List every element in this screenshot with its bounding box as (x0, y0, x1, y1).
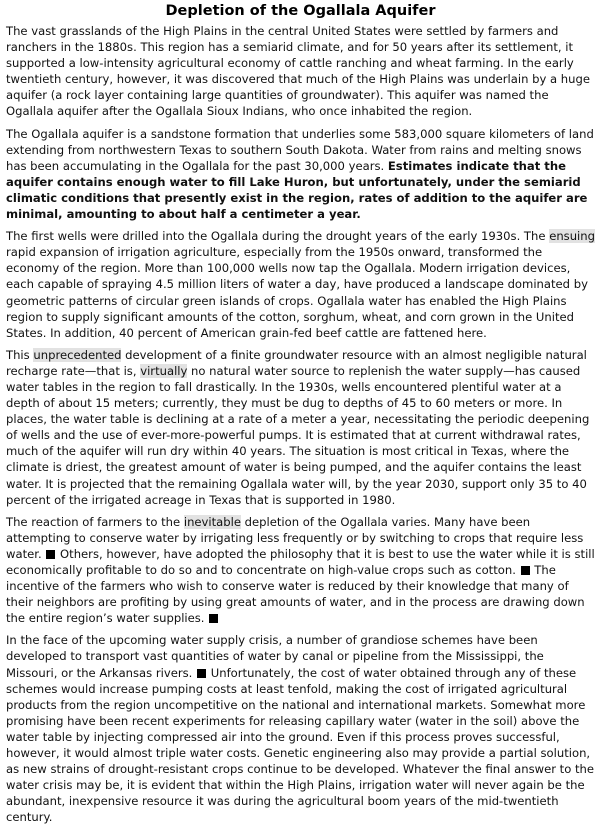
vocab-word-ensuing[interactable]: ensuing (549, 229, 595, 244)
insert-square-2[interactable] (521, 566, 530, 575)
paragraph-5-text-b: depletion of the Ogallala varies. Many have been attempting to conserve water by irrigating less frequently or by switching to crops that require less water. (6, 514, 584, 561)
vocab-word-inevitable[interactable]: inevitable (183, 514, 241, 529)
paragraph-5-text-a: The reaction of farmers to the (6, 514, 184, 529)
paragraph-6-text-a: In the face of the upcoming water supply crisis, a number of grandiose schemes have been developed to transport vast quantities of water by canal or pipeline from the Mississippi, the Missouri, or the Arkansas rivers. (6, 633, 544, 680)
vocab-word-virtually[interactable]: virtually (140, 363, 188, 378)
insert-square-4[interactable] (197, 669, 206, 678)
paragraph-3-text-b: rapid expansion of irrigation agriculture, especially from the 1950s onward, transformed the economy of the region. More than 100,000 wells now tap the Ogallala. Modern irrigation devices, each capable of spraying 4.5 million liters of water a day, have produced a landscape dominated by geometric patterns of circular green islands of crops. Ogallala water has enabled the High Plains region to supply significant amounts of the cotton, sorghum, wheat, and corn grown in the United States. In addition, 40 percent of American grain-fed beef cattle are fattened here. (6, 245, 588, 340)
passage-title: Depletion of the Ogallala Aquifer (165, 3, 436, 19)
insert-square-3[interactable] (209, 614, 218, 623)
reading-passage (6, 0, 595, 832)
paragraph-5-text-d: The incentive of the farmers who wish to conserve water is reduced by their knowledge that many of their neighbors are profiting by using great amounts of water, and in the process are drawing down the entire region’s water supplies. (6, 563, 585, 626)
insert-square-1[interactable] (46, 550, 55, 559)
paragraph-5-text-c: Others, however, have adopted the philosophy that it is best to use the water while it is still economically profitable to do so and to concentrate on high-value crops such as cotton. (6, 546, 595, 577)
highlighted-sentence[interactable]: Estimates indicate that the aquifer contains enough water to fill Lake Huron, but unfortunately, under the semiarid climatic conditions that presently exist in the region, rates of addition to the aquifer are minimal, amounting to about half a centimeter a year. (6, 158, 588, 222)
paragraph-3 (6, 228, 595, 341)
paragraph-1: The vast grasslands of the High Plains in the central United States were settled by farmers and ranchers in the 1880s. This region has a semiarid climate, and for 50 years after its settlement, it supported a low-intensity agricultural economy of cattle ranching and wheat farming. In the early twentieth century, however, it was discovered that much of the High Plains was underlain by a huge aquifer (a rock layer containing large quantities of groundwater). This aquifer was named the Ogallala aquifer after the Ogallala Sioux Indians, who once inhabited the region. (6, 24, 590, 119)
paragraph-2-text: The Ogallala aquifer is a sandstone formation that underlies some 583,000 square kilometers of land extending from northwestern Texas to southern South Dakota. Water from rains and melting snows has been accumulating in the Ogallala for the past 30,000 years. (6, 126, 594, 173)
paragraph-6 (6, 632, 595, 825)
paragraph-4-text-a: This (6, 347, 34, 362)
paragraph-2 (6, 126, 595, 223)
paragraph-4-text-c: no natural water source to replenish the water supply—has caused water tables in the region to fall drastically. In the 1930s, wells encountered plentiful water at a depth of about 15 meters; currently, they must be dug to depths of 45 to 60 meters or more. In places, the water table is declining at a rate of a meter a year, necessitating the periodic deepening of wells and the use of ever-more-powerful pumps. It is estimated that at current withdrawal rates, much of the aquifer will run dry within 40 years. The situation is most critical in Texas, where the climate is driest, the greatest amount of water is being pumped, and the aquifer contains the least water. It is projected that the remaining Ogallala water will, by the year 2030, support only 35 to 40 percent of the irrigated acreage in Texas that is supported in 1980. (6, 363, 590, 507)
paragraph-5 (6, 514, 595, 627)
vocab-word-unprecedented[interactable]: unprecedented (33, 347, 122, 362)
paragraph-3-text-a: The first wells were drilled into the Ogallala during the drought years of the early 1930s. The (6, 229, 550, 244)
paragraph-4 (6, 347, 595, 508)
paragraph-6-text-b: Unfortunately, the cost of water obtained through any of these schemes would increase pumping costs at least tenfold, making the cost of irrigated agricultural products from the region uncompetitive on the national and international markets. Somewhat more promising have been recent experiments for releasing capillary water (water in the soil) above the water table by injecting compressed air into the ground. Even if this process proves successful, however, it would almost triple water costs. Genetic engineering also may provide a partial solution, as new strains of drought-resistant crops continue to be developed. Whatever the final answer to the water crisis may be, it is evident that within the High Plains, irrigation water will never again be the abundant, inexpensive resource it was during the agricultural boom years of the mid-twentieth century. (6, 665, 595, 825)
paragraph-4-text-b: development of a finite groundwater resource with an almost negligible natural recharge rate—that is, (6, 347, 587, 378)
